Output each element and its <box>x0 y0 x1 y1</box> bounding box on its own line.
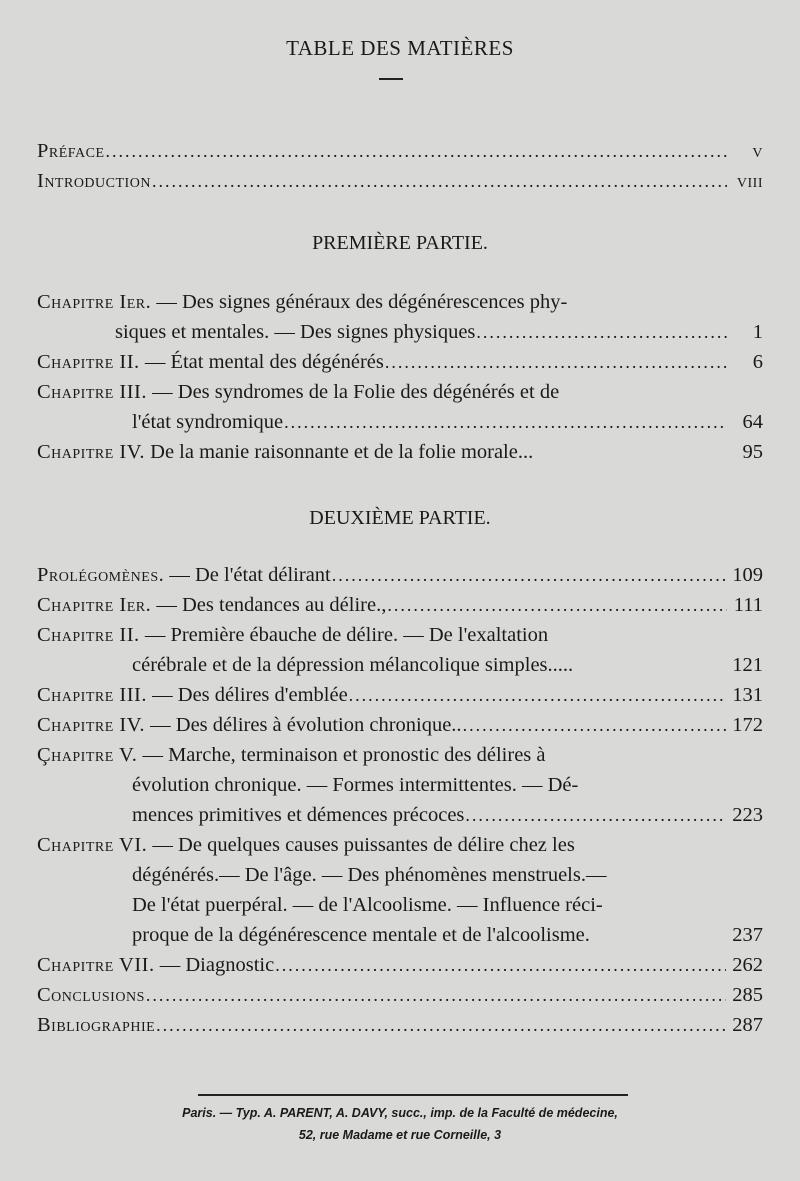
leader-dots <box>146 980 726 1010</box>
leader-dots <box>275 950 726 980</box>
page-number: 287 <box>732 1014 763 1036</box>
toc-entry-bibliographie <box>37 1010 763 1040</box>
entry-text: — Des signes généraux des dégénérescences phy- <box>151 291 568 313</box>
entry-label: Introduction <box>37 170 151 192</box>
leader-dots <box>284 407 727 437</box>
entry-text: — Marche, terminaison et pronostic des délires à <box>137 744 546 766</box>
page-number: 109 <box>732 564 763 586</box>
toc-entry <box>37 437 763 467</box>
toc-entry-continuation <box>132 800 763 830</box>
toc-entry <box>37 950 763 980</box>
toc-entry-continuation <box>132 407 763 437</box>
toc-entry-continuation <box>132 860 763 890</box>
entry-text: — Des délires d'emblée <box>147 684 348 706</box>
page-number: 223 <box>732 804 763 826</box>
toc-entry-introduction <box>37 166 763 196</box>
title-divider <box>379 78 403 80</box>
entry-text: — Diagnostic <box>154 954 275 976</box>
leader-dots <box>465 800 726 830</box>
leader-dots <box>152 166 727 196</box>
toc-entry <box>37 680 763 710</box>
imprint-divider <box>198 1094 628 1096</box>
toc-entry-continuation <box>132 770 763 800</box>
page-number: 64 <box>742 411 763 433</box>
leader-dots <box>332 560 727 590</box>
entry-text: — Des syndromes de la Folie des dégénérés et de <box>147 381 560 403</box>
page-number: 285 <box>732 984 763 1006</box>
page-number: 111 <box>733 594 763 616</box>
chapter-label: Chapitre IV. <box>37 441 146 463</box>
entry-text: cérébrale et de la dépression mélancolique simples..... <box>132 654 574 676</box>
entry-text: — État mental des dégénérés <box>139 351 384 373</box>
leader-dots <box>463 710 727 740</box>
page-number: 6 <box>752 351 763 373</box>
part-two-title: DEUXIÈME PARTIE. <box>309 507 491 529</box>
leader-dots <box>156 1010 726 1040</box>
toc-entry <box>37 377 763 407</box>
leader-dots <box>349 680 727 710</box>
entry-text: l'état syndromique <box>132 411 284 433</box>
toc-entry <box>37 590 763 620</box>
entry-text: — Première ébauche de délire. — De l'exaltation <box>139 624 549 646</box>
part-one-title: PREMIÈRE PARTIE. <box>312 232 488 254</box>
toc-entry-continuation <box>132 890 763 920</box>
page-number: 237 <box>732 924 763 946</box>
page-number: 262 <box>732 954 763 976</box>
toc-entry <box>37 347 763 377</box>
chapter-label: Chapitre II. <box>37 351 140 373</box>
toc-entry <box>37 560 763 590</box>
page-number: 172 <box>732 714 763 736</box>
page-number: 1 <box>752 321 763 343</box>
toc-entry <box>37 830 763 860</box>
toc-entry-preface <box>37 136 763 166</box>
imprint-line-2: 52, rue Madame et rue Corneille, 3 <box>298 1128 502 1142</box>
chapter-label: Chapitre IV. <box>37 714 146 736</box>
toc-entry <box>37 620 763 650</box>
toc-entry <box>37 740 763 770</box>
entry-label: Préface <box>37 140 105 162</box>
page-number: 121 <box>732 654 763 676</box>
chapter-label: Chapitre III. <box>37 684 148 706</box>
chapter-label: Chapitre Ier. <box>37 291 152 313</box>
toc-entry-conclusions <box>37 980 763 1010</box>
page-number: 95 <box>742 441 763 463</box>
imprint-line-1: Paris. — Typ. A. PARENT, A. DAVY, succ., imp. de la Faculté de médecine, <box>182 1106 618 1120</box>
entry-text: proque de la dégénérescence mentale et de l'alcoolisme. <box>132 924 590 946</box>
chapter-label: Chapitre II. <box>37 624 140 646</box>
toc-entry-continuation <box>132 920 763 950</box>
entry-text: mences primitives et démences précoces <box>132 804 465 826</box>
entry-text: — De l'état délirant <box>164 564 331 586</box>
toc-entry-continuation <box>132 650 763 680</box>
leader-dots <box>106 136 727 166</box>
chapter-label: Chapitre III. <box>37 381 148 403</box>
entry-text: De l'état puerpéral. — de l'Alcoolisme. — Influence réci- <box>132 894 603 916</box>
toc-entry <box>37 287 763 317</box>
page-title: TABLE DES MATIÈRES <box>286 36 514 60</box>
chapter-label: Prolégomènes. <box>37 564 165 586</box>
chapter-label: Çhapitre V. <box>37 744 138 766</box>
chapter-label: Chapitre VII. <box>37 954 155 976</box>
leader-dots <box>387 590 727 620</box>
entry-text: dégénérés.— De l'âge. — Des phénomènes menstruels.— <box>132 864 607 886</box>
leader-dots <box>385 347 727 377</box>
chapter-label: Chapitre VI. <box>37 834 148 856</box>
chapter-label: Chapitre Ier. <box>37 594 152 616</box>
entry-text: — Des délires à évolution chronique.. <box>145 714 462 736</box>
page-number: 131 <box>732 684 763 706</box>
entry-label: Bibliographie <box>37 1014 156 1036</box>
entry-text: siques et mentales. — Des signes physiques <box>115 321 476 343</box>
page-number: viii <box>736 170 763 192</box>
entry-text: — Des tendances au délire., <box>151 594 387 616</box>
toc-entry-continuation <box>115 317 763 347</box>
entry-text: évolution chronique. — Formes intermittentes. — Dé- <box>132 774 579 796</box>
entry-text: De la manie raisonnante et de la folie morale... <box>145 441 534 463</box>
leader-dots <box>476 317 727 347</box>
entry-label: Conclusions <box>37 984 145 1006</box>
entry-text: — De quelques causes puissantes de délire chez les <box>147 834 575 856</box>
page-number: v <box>752 140 763 162</box>
toc-entry <box>37 710 763 740</box>
